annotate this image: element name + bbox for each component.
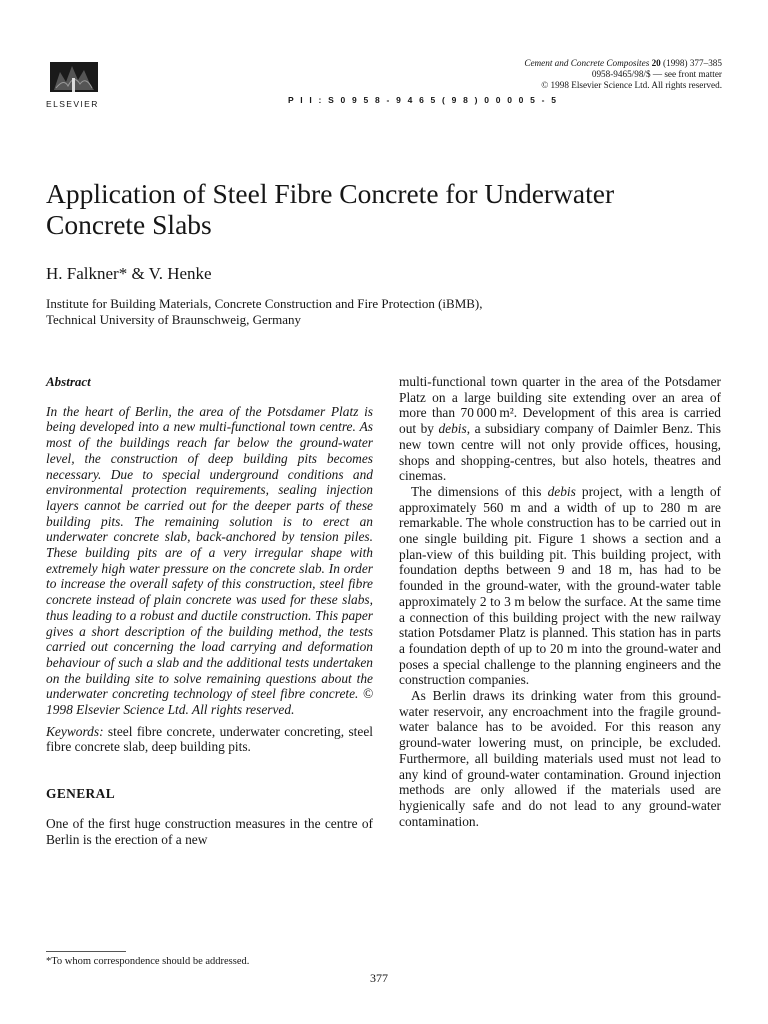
paper-title: Application of Steel Fibre Concrete for Underwater Concrete Slabs [46, 178, 615, 240]
footnote: *To whom correspondence should be addressed. [46, 956, 250, 967]
keywords-label: Keywords: [46, 723, 104, 739]
right-p2-part-b: project, with a length of approximately 560 m and a width of up to 280 m are remarkable. The whole construction has to be carried out in one single building pit. Figure 1 shows a section and a plan-view of this building pit. This building project, with foundation depths between 9 and 18 m, has had to be founded in the ground-water, with the ground-water table approximately 2 to 3 m below the surface. At the same time a connection of this building project with the new railway station Potsdamer Platz is planned. This station has in parts a foundation depth of up to 20 m into the ground-water and poses a special challenge to the planning engineers and the construction companies. [399, 483, 722, 688]
section-heading-general: GENERAL [46, 786, 116, 802]
right-paragraph-2 [399, 484, 721, 688]
keywords [46, 724, 373, 755]
publisher-name: ELSEVIER [46, 99, 99, 109]
footnote-rule [46, 951, 126, 952]
keywords-text: steel fibre concrete, underwater concreting, steel fibre concrete slab, deep building pits. [46, 723, 373, 755]
publisher-logo [46, 60, 102, 109]
affiliation [46, 296, 686, 327]
journal-year-pages: (1998) 377–385 [663, 58, 722, 68]
right-p2-debis: debis [547, 483, 576, 499]
affiliation-line-2: Technical University of Braunschweig, Germany [46, 311, 302, 327]
affiliation-line-1: Institute for Building Materials, Concrete Construction and Fire Protection (iBMB), [46, 296, 483, 311]
abstract-heading: Abstract [46, 374, 91, 389]
journal-name: Cement and Concrete Composites [524, 58, 650, 68]
general-intro: One of the first huge construction measures in the centre of Berlin is the erection of a new [46, 815, 373, 847]
abstract-body: In the heart of Berlin, the area of the Potsdamer Platz is being developed into a new multi-functional town centre. As most of the buildings reach far below the ground-water level, the construction of deep building pits becomes necessary. Due to special underground conditions and environmental protection requirements, sealing injection layers cannot be carried out for the deeper parts of these building pits. The remaining solution is to erect an underwater concrete slab, back-anchored by tension piles. These building pits are of a very irregular shape with extremely high water pressure on the concrete slab. In order to increase the overall safety of this construction, steel fibre concrete instead of plain concrete was used for these slabs, thus leading to a robust and ductile construction. This paper gives a short description of the building method, the tests carried out concerning the load carrying and deformation behaviour of such a slab and the additional tests undertaken on the building site to solve remaining questions about the underwater concreting technology of steel fibre concrete. © 1998 Elsevier Science Ltd. All rights reserved. [46, 403, 373, 718]
right-p1-part-a: multi-functional town quarter in the area of the Potsdamer Platz on a large building site extending over an area of more than 70 000 m². Development of this area is carried out by [399, 374, 721, 437]
journal-copyright: © 1998 Elsevier Science Ltd. All rights reserved. [541, 80, 722, 90]
journal-issn: 0958-9465/98/$ — see front matter [591, 69, 722, 79]
pii-code: P I I : S 0 9 5 8 - 9 4 6 5 ( 9 8 ) 0 0 0 0 5 - 5 [288, 95, 559, 105]
elsevier-tree-icon [46, 60, 102, 96]
journal-info [524, 58, 722, 91]
paper-authors: H. Falkner* & V. Henke [46, 264, 212, 283]
right-paragraph-1 [399, 374, 721, 484]
right-column [399, 374, 721, 829]
left-column [46, 374, 373, 847]
right-paragraph-3: As Berlin draws its drinking water from this ground-water reservoir, any encroachment into the fragile ground-water balance has to be avoided. For this reason any ground-water lowering must, on principle, be excluded. Furthermore, all building materials used must not lead to any kind of ground-water contamination. Ground injection methods are only allowed if the materials used are hygienically safe and do not lead to any ground-water contamination. [399, 688, 721, 829]
journal-volume: 20 [651, 58, 661, 68]
right-p1-debis: debis [438, 421, 467, 437]
page-number: 377 [370, 971, 388, 985]
right-p2-part-a: The dimensions of this [411, 483, 548, 499]
right-p1-part-b: , a subsidiary company of Daimler Benz. This new town centre will not only provide offices, housing, shops and shopping-centres, but also hotels, theatres and cinemas. [399, 421, 721, 484]
